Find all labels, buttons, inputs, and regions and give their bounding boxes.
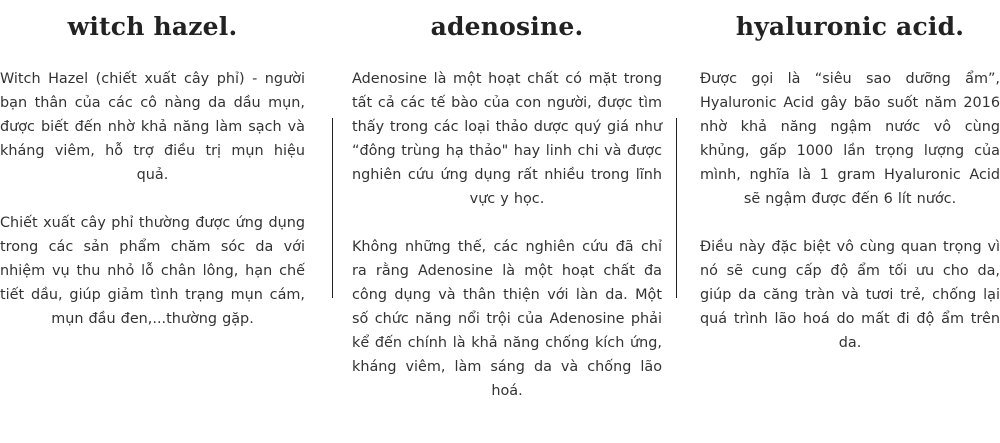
heading-witch-hazel: witch hazel. (67, 12, 238, 41)
column-divider-left (332, 118, 333, 298)
paragraph-witch-hazel-intro: Witch Hazel (chiết xuất cây phỉ) - người bạn thân của các cô nàng da dầu mụn, được biết đến nhờ khả năng làm sạch và kháng viêm, hỗ trợ điều trị mụn hiệu quả. (0, 71, 305, 183)
heading-adenosine: adenosine. (430, 12, 584, 41)
column-divider-right (676, 118, 677, 298)
paragraph-adenosine-benefits: Không những thế, các nghiên cứu đã chỉ ra rằng Adenosine là một hoạt chất đa công dụng và thân thiện với làn da. Một số chức năng nổi trội của Adenosine phải kể đến chính là khả năng chống kích ứng, kháng viêm, làm sáng da và chống lão hoá. (352, 239, 662, 399)
paragraph-hyaluronic-acid-importance: Điều này đặc biệt vô cùng quan trọng vì nó sẽ cung cấp độ ẩm tối ưu cho da, giúp da căng tràn và tươi trẻ, chống lại quá trình lão hoá do mất đi độ ẩm trên da. (700, 239, 1000, 351)
paragraph-witch-hazel-usage: Chiết xuất cây phỉ thường được ứng dụng trong các sản phẩm chăm sóc da với nhiệm vụ thu nhỏ lỗ chân lông, hạn chế tiết dầu, giúp giảm tình trạng mụn cám, mụn đầu đen,...thường gặp. (0, 215, 305, 327)
heading-hyaluronic-acid: hyaluronic acid. (735, 12, 965, 41)
paragraph-adenosine-intro: Adenosine là một hoạt chất có mặt trong tất cả các tế bào của con người, được tìm thấy trong các loại thảo dược quý giá như “đông trùng hạ thảo" hay linh chi và được nghiên cứu ứng dụng rất nhiều trong lĩnh vực y học. (352, 71, 662, 207)
paragraph-hyaluronic-acid-intro: Được gọi là “siêu sao dưỡng ẩm”, Hyaluronic Acid gây bão suốt năm 2016 nhờ khả năng ngậm nước vô cùng khủng, gấp 1000 lần trọng lượng của mình, nghĩa là 1 gram Hyaluronic Acid sẽ ngậm được đến 6 lít nước. (700, 71, 1000, 207)
column-adenosine (352, 0, 662, 403)
column-witch-hazel (0, 0, 305, 331)
column-hyaluronic-acid (700, 0, 1000, 355)
